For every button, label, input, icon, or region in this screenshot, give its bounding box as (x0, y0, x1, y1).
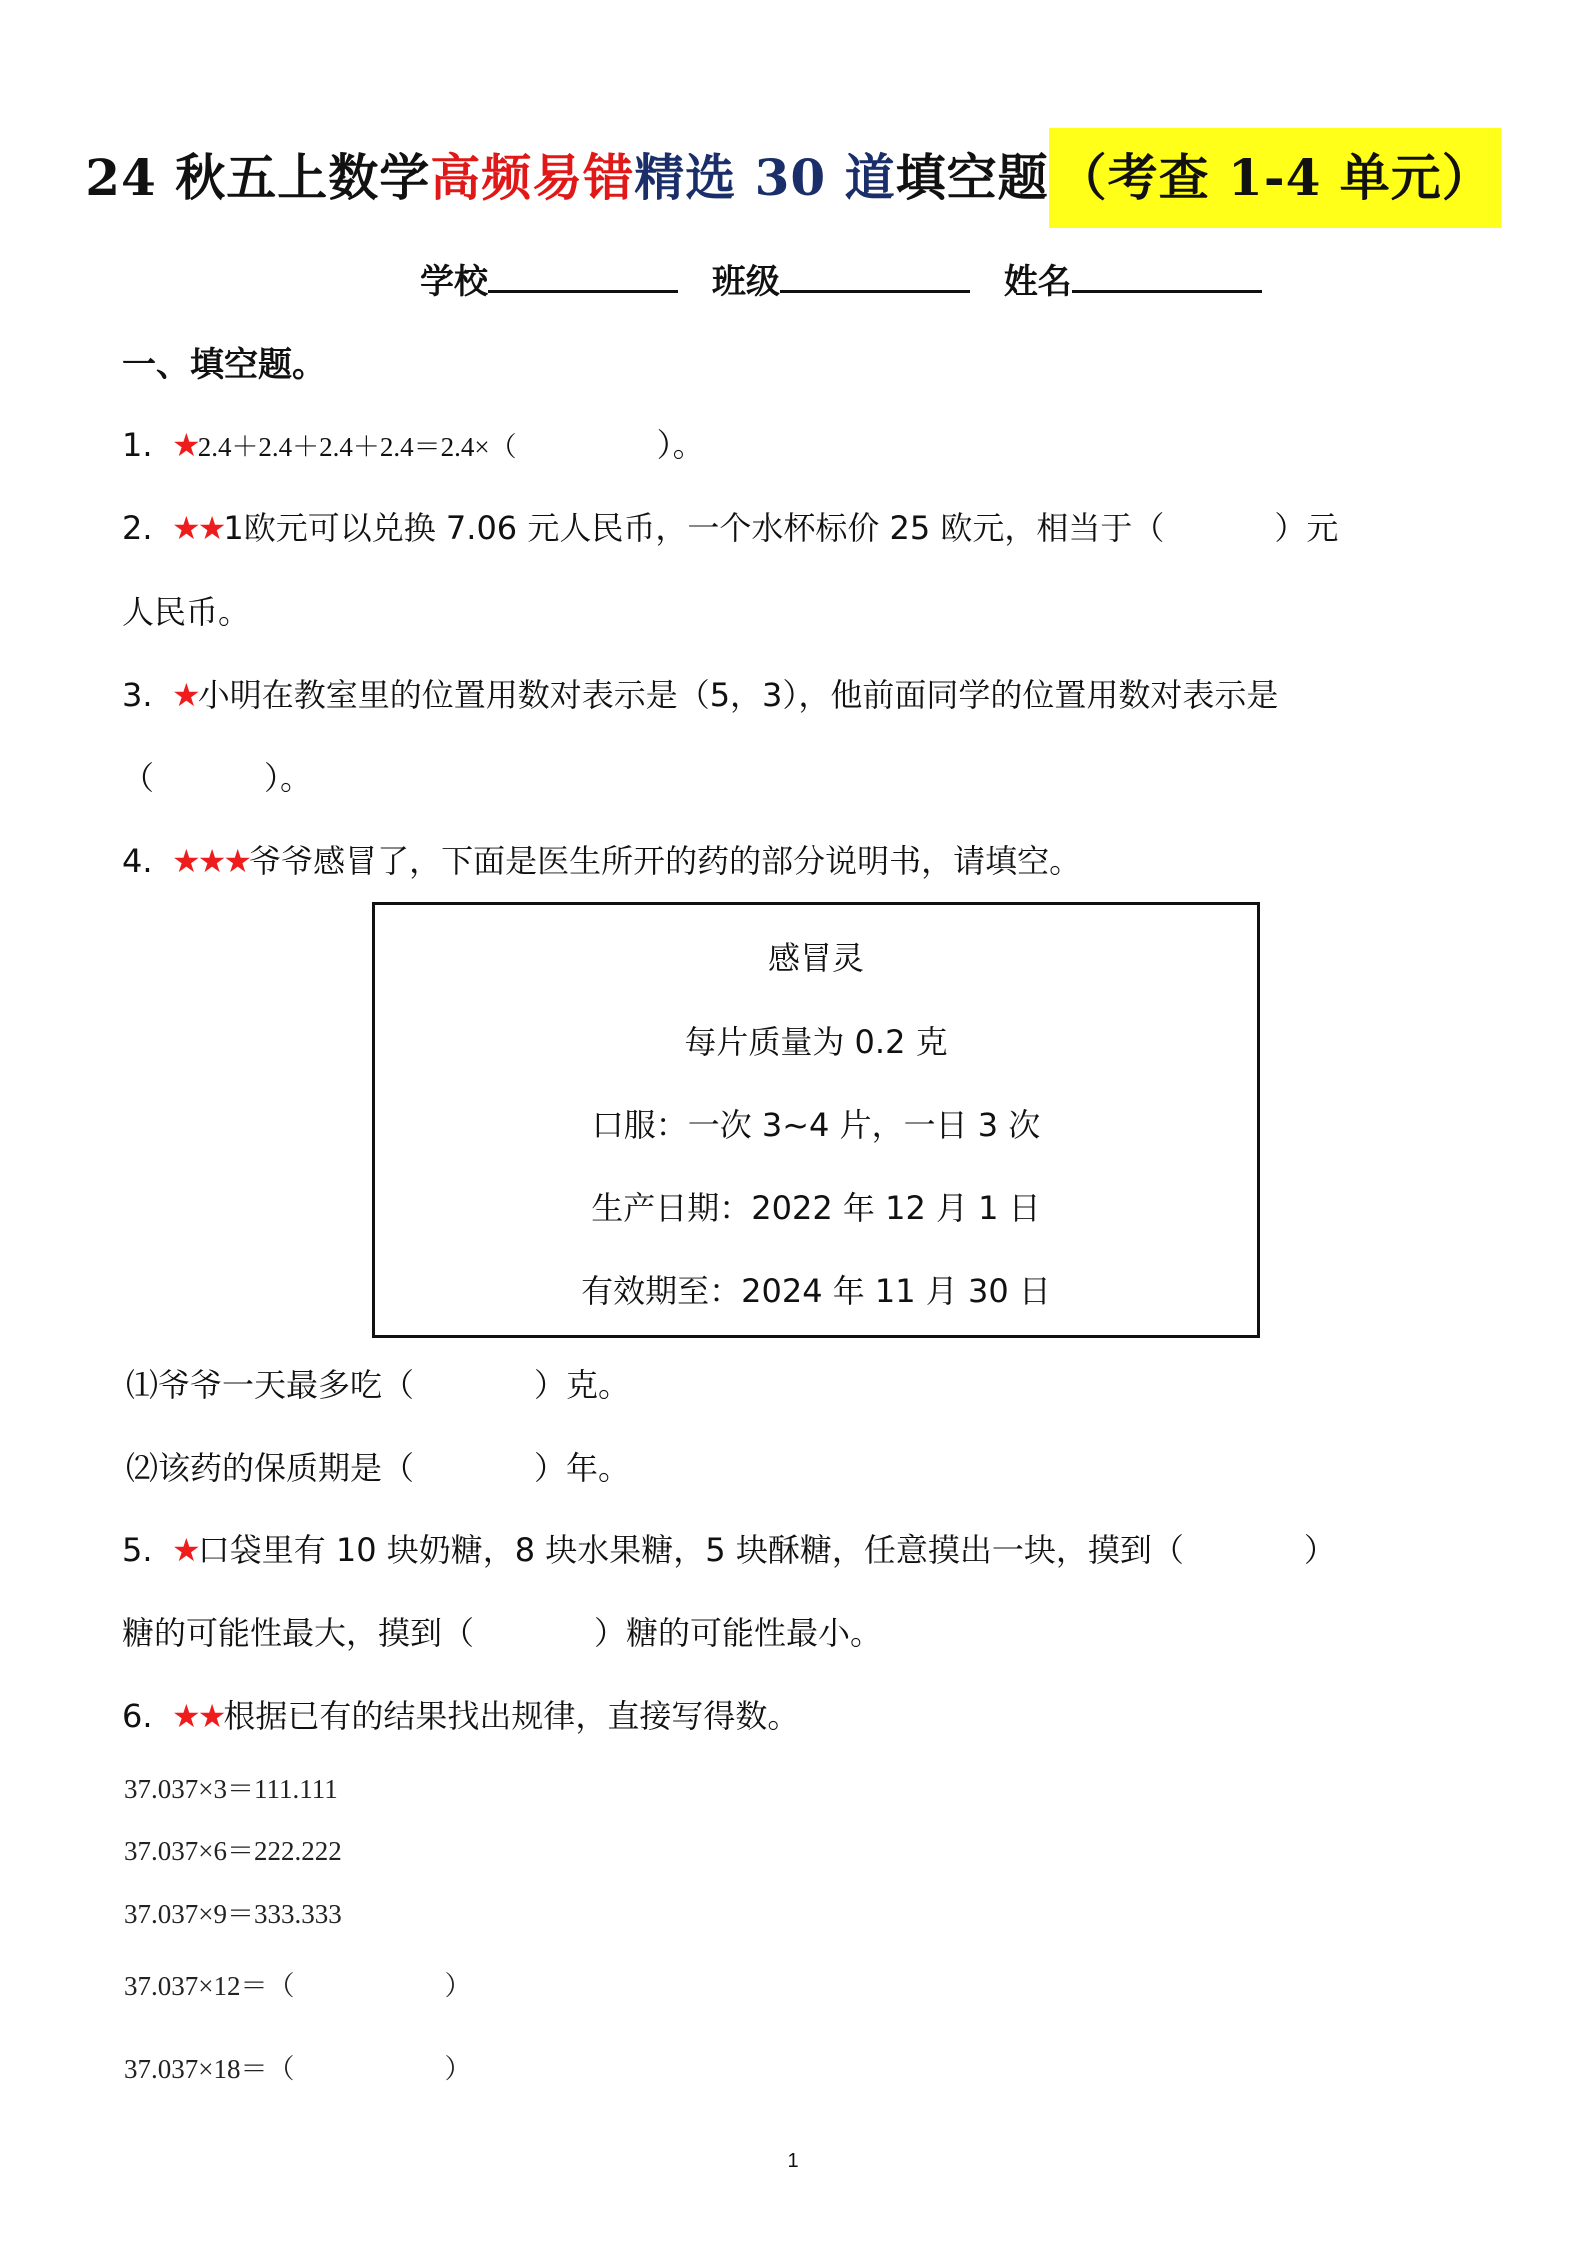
paren-close: ） (444, 1971, 472, 2001)
production-date: 生产日期：2022 年 12 月 1 日 (591, 1189, 1041, 1227)
question-number: 3. (122, 676, 153, 714)
question-1 (122, 415, 705, 477)
dosage: 口服：一次 3~4 片，一日 3 次 (591, 1106, 1041, 1144)
question-number: 2. (122, 509, 153, 547)
equation-4 (124, 1961, 471, 2011)
title-highlight: （考查 1-4 单元） (1049, 128, 1501, 228)
question-6 (122, 1686, 799, 1746)
class-label: 班级 (711, 262, 780, 302)
question-number: 5. (122, 1531, 153, 1569)
equation-text: 37.037×12＝（ (124, 1971, 295, 2001)
sub-question-text: ⑵该药的保质期是（ (126, 1449, 415, 1487)
star-icon: ★★★ (172, 842, 250, 880)
title-prefix: 24 秋五上数学 (85, 148, 431, 207)
question-text: 2.4＋2.4＋2.4＋2.4＝2.4×（ (197, 432, 517, 462)
class-field (712, 250, 970, 312)
school-blank[interactable] (488, 250, 678, 293)
question-5 (122, 1520, 1336, 1580)
paren-close: ） (444, 2054, 472, 2084)
equation-1: 37.037×3＝111.111 (124, 1774, 338, 1804)
sub-question-end: ）年。 (534, 1449, 631, 1487)
student-info-row (420, 250, 1284, 312)
name-label: 姓名 (1003, 262, 1072, 302)
question-5-line-2 (122, 1603, 882, 1663)
question-text-end: ）糖的可能性最小。 (594, 1614, 883, 1652)
question-3 (122, 665, 1278, 725)
equation-2: 37.037×6＝222.222 (124, 1836, 342, 1866)
page-title (0, 128, 1586, 228)
sub-question-end: ）克。 (534, 1366, 631, 1404)
question-number: 4. (122, 842, 153, 880)
title-suffix: 填空题 (895, 148, 1049, 207)
star-icon: ★★ (172, 509, 224, 547)
question-number: 1. (122, 426, 153, 464)
class-blank[interactable] (780, 250, 970, 293)
name-blank[interactable] (1072, 250, 1262, 293)
question-text-end: ）。 (656, 426, 705, 464)
question-text: 糖的可能性最大，摸到（ (122, 1614, 475, 1652)
question-4-sub-2 (126, 1438, 630, 1498)
equation-5 (124, 2044, 471, 2094)
sub-question-text: ⑴爷爷一天最多吃（ (126, 1366, 415, 1404)
question-4-sub-1 (126, 1355, 630, 1415)
name-field (1004, 250, 1262, 312)
equation-text: 37.037×18＝（ (124, 2054, 295, 2084)
equation-3: 37.037×9＝333.333 (124, 1899, 342, 1929)
question-text: 小明在教室里的位置用数对表示是（5，3），他前面同学的位置用数对表示是 (197, 676, 1279, 714)
question-number: 6. (122, 1697, 153, 1735)
paren-close: ）。 (264, 759, 313, 797)
school-label: 学校 (420, 262, 488, 302)
star-icon: ★★ (172, 1697, 224, 1735)
title-red-text: 高频易错 (430, 148, 635, 207)
paren-open: （ (122, 759, 155, 797)
question-4 (122, 831, 1081, 891)
star-icon: ★ (172, 426, 198, 464)
star-icon: ★ (172, 676, 198, 714)
question-text: 1欧元可以兑换 7.06 元人民币，一个水杯标价 25 欧元，相当于（ (223, 509, 1165, 547)
question-text-end: ）元 (1274, 509, 1339, 547)
question-text: 爷爷感冒了，下面是医生所开的药的部分说明书，请填空。 (249, 842, 1082, 880)
question-3-line-2 (122, 748, 312, 808)
school-field (420, 250, 678, 312)
question-text: 根据已有的结果找出规律，直接写得数。 (223, 1697, 800, 1735)
question-2-line-2: 人民币。 (122, 593, 251, 631)
question-text-end: ） (1303, 1531, 1336, 1569)
medicine-name: 感冒灵 (767, 939, 864, 977)
section-title: 一、填空题。 (122, 345, 326, 385)
tablet-weight: 每片质量为 0.2 克 (684, 1023, 948, 1061)
medicine-instructions-box (372, 902, 1260, 1338)
expiry-date: 有效期至：2024 年 11 月 30 日 (581, 1272, 1051, 1310)
star-icon: ★ (172, 1531, 198, 1569)
question-text: 口袋里有 10 块奶糖，8 块水果糖，5 块酥糖，任意摸出一块，摸到（ (197, 1531, 1184, 1569)
title-navy-text: 精选 30 道 (634, 148, 896, 207)
question-2 (122, 498, 1338, 558)
page-number: 1 (787, 2150, 799, 2172)
